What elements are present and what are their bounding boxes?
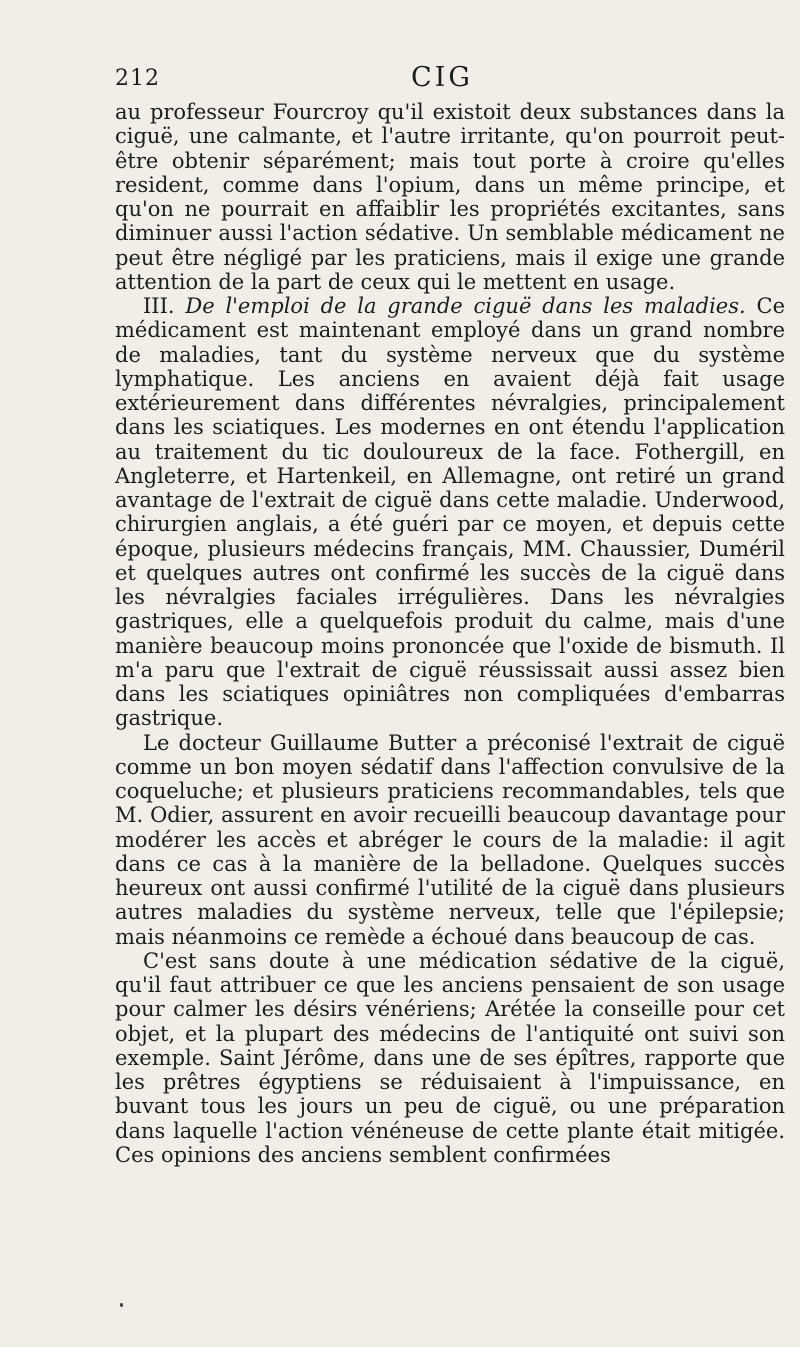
section-number: III. [143,294,175,318]
paragraph-4: C'est sans doute à une médication sédative de la ciguë, qu'il faut attribuer ce que les anciens pensaient de son usage pour calmer les désirs vénériens; Arétée la conseille pour cet objet, et la plupart des médecins de l'antiquité ont suivi son exemple. Saint Jérôme, dans une de ses épîtres, rapporte que les prêtres égyptiens se réduisaient à l'impuissance, en buvant tous les jours un peu de ciguë, ou une préparation dans laquelle l'action vénéneuse de cette plante était mitigée. Ces opinions des anciens semblent confirmées [115,948,785,1167]
body-text [115,100,785,1167]
page-number: 212 [115,66,160,91]
page-header [115,62,785,96]
running-head: CIG [411,62,473,93]
paragraph-2 [115,294,785,731]
section-title: De l'emploi de la grande ciguë dans les maladies. [185,294,746,318]
paragraph-2-text: Ce médicament est maintenant employé dans un grand nombre de maladies, tant du système nerveux que du système lymphatique. Les anciens en avaient déjà fait usage extérieurement dans différentes névralgies, principalement dans les sciatiques. Les modernes en ont étendu l'application au traitement du tic douloureux de la face. Fothergill, en Angleterre, et Hartenkeil, en Allemagne, ont retiré un grand avantage de l'extrait de ciguë dans cette maladie. Underwood, chirurgien anglais, a été guéri par ce moyen, et depuis cette époque, plusieurs médecins français, MM. Chaussier, Duméril et quelques autres ont confirmé les succès de la ciguë dans les névralgies faciales irrégulières. Dans les névralgies gastriques, elle a quelquefois produit du calme, mais d'une manière beaucoup moins prononcée que l'oxide de bismuth. Il m'a paru que l'extrait de ciguë réussissait aussi assez bien dans les sciatiques opiniâtres non compliquées d'embarras gastrique. [115,294,785,731]
paragraph-3: Le docteur Guillaume Butter a préconisé l'extrait de ciguë comme un bon moyen sédatif dans l'affection convulsive de la coqueluche; et plusieurs praticiens recommandables, tels que M. Odier, assurent en avoir recueilli beaucoup davantage pour modérer les accès et abréger le cours de la maladie: il agit dans ce cas à la manière de la belladone. Quelques succès heureux ont aussi confirmé l'utilité de la ciguë dans plusieurs autres maladies du système nerveux, telle que l'épilepsie; mais néanmoins ce remède a échoué dans beaucoup de cas. [115,730,785,949]
paragraph-1: au professeur Fourcroy qu'il existoit deux substances dans la ciguë, une calmante, et l'autre irritante, qu'on pourroit peut-être obtenir séparément; mais tout porte à croire qu'elles resident, comme dans l'opium, dans un même principe, et qu'on ne pourrait en affaiblir les propriétés excitantes, sans diminuer aussi l'action sédative. Un semblable médicament ne peut être négligé par les praticiens, mais il exige une grande attention de la part de ceux qui le mettent en usage. [115,100,785,294]
ink-speck [120,1303,123,1307]
